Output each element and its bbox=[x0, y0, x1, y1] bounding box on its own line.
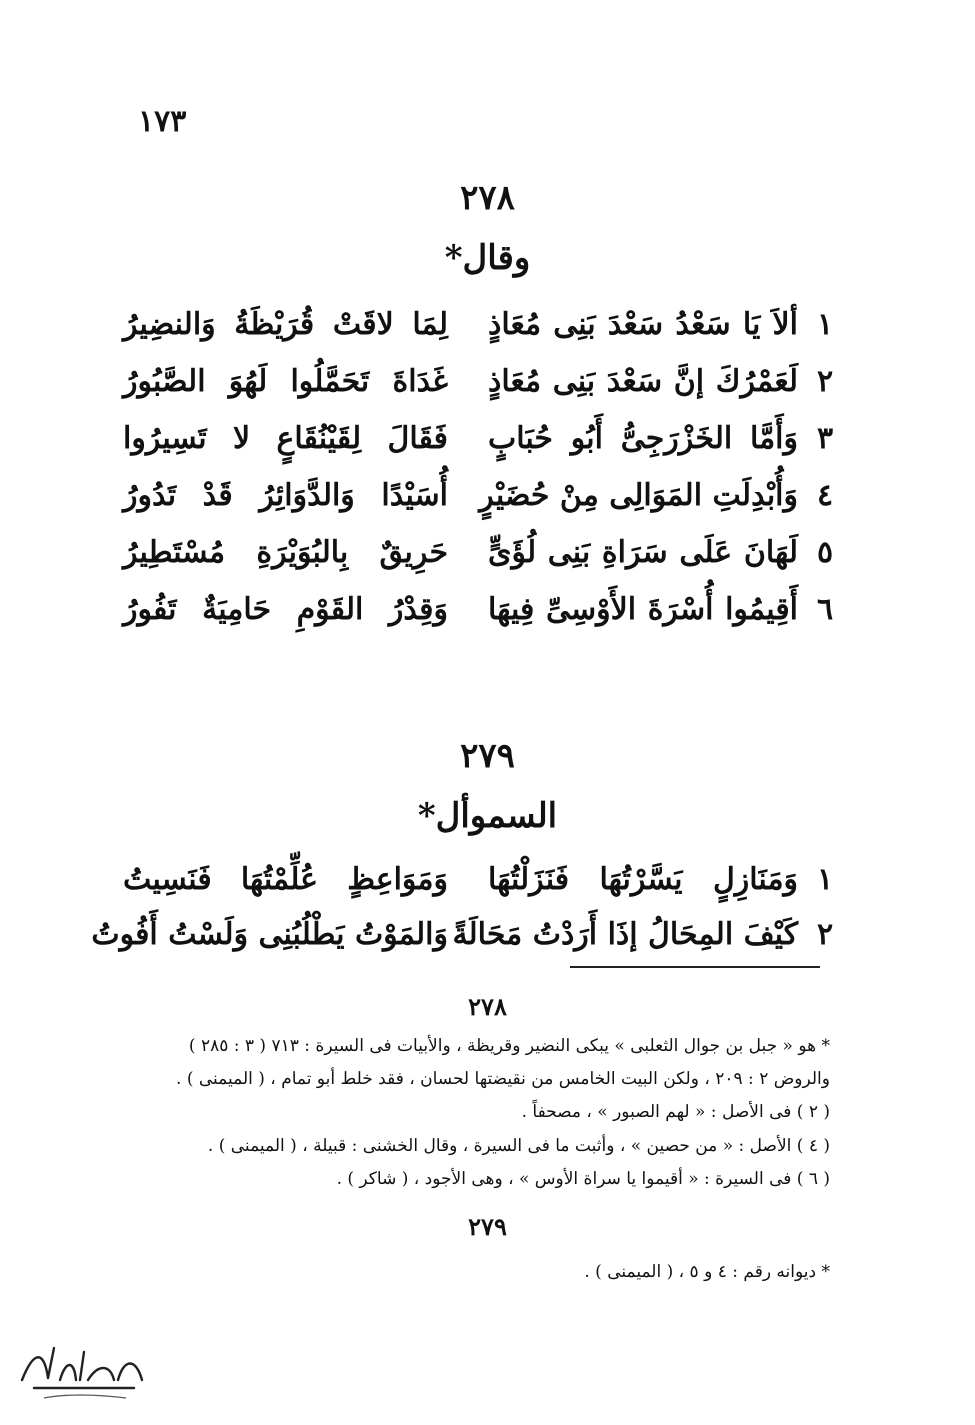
page-number: ١٧٣ bbox=[138, 104, 187, 139]
verse-line bbox=[120, 590, 840, 630]
verse-second-hemistich: وَقِدْرُ القَوْمِ حَامِيَةٌ تَفُورُ bbox=[123, 592, 448, 627]
verse-number: ١ bbox=[816, 307, 834, 342]
footnote-line: ( ٤ ) الأصل : « من حصين » ، وأثبت ما فى السيرة ، وقال الخشنى : قبيلة ، ( الميمنى ) . bbox=[207, 1136, 830, 1156]
verse-line bbox=[120, 305, 840, 345]
watermark-logo bbox=[14, 1330, 154, 1410]
verse-first-hemistich: كَيْفَ المِحَالُ إذَا أَرَدْتُ مَحَالَةً bbox=[452, 917, 798, 952]
footnote-line: * ديوانه رقم : ٤ و ٥ ، ( الميمنى ) . bbox=[584, 1262, 830, 1282]
verse-second-hemistich: فَقَالَ لِقَيْنُقَاعٍ لا تَسِيرُوا bbox=[123, 421, 448, 456]
verse-second-hemistich: وَمَوَاعِظٍ عُلِّمْتُهَا فَنَسِيتُ bbox=[123, 862, 448, 897]
verse-number: ٦ bbox=[816, 592, 834, 627]
verse-second-hemistich: غَدَاةَ تَحَمَّلُوا لَهُوَ الصَّبُورُ bbox=[123, 364, 448, 399]
footnote-heading: ٢٧٨ bbox=[468, 992, 507, 1021]
poem-title: وقال* bbox=[444, 238, 531, 278]
verse-line bbox=[120, 362, 840, 402]
footnote-line: والروض ٢ : ٢٠٩ ، ولكن البيت الخامس من نقيضتها لحسان ، فقد خلط أبو تمام ، ( الميمنى ) . bbox=[176, 1069, 830, 1089]
verse-number: ٤ bbox=[816, 478, 834, 513]
verse-line bbox=[91, 915, 840, 955]
verse-first-hemistich: أَقِيمُوا أُسْرَةَ الأَوْسِىِّ فِيهَا bbox=[488, 592, 798, 627]
verse-second-hemistich: وَالمَوْتُ يَطْلُبُنِى وَلَسْتُ أَفُوتُ bbox=[91, 917, 448, 952]
footnote-line: ( ٢ ) فى الأصل : « لهم الصبور » ، مصحفاً . bbox=[521, 1102, 830, 1122]
footnote-line: ( ٦ ) فى السيرة : « أقيموا يا سراة الأوس » ، وهى الأجود ، ( شاكر ) . bbox=[336, 1169, 830, 1189]
footnote-heading: ٢٧٩ bbox=[468, 1212, 507, 1241]
verse-second-hemistich: أُسَيْدًا وَالدَّوَائِرُ قَدْ تَدُورُ bbox=[123, 478, 448, 513]
verse-line bbox=[120, 419, 840, 459]
verse-number: ٢ bbox=[816, 917, 834, 952]
verse-first-hemistich: لَعَمْرُكَ إنَّ سَعْدَ بَنِى مُعَاذٍ bbox=[488, 364, 798, 399]
verse-number: ٣ bbox=[816, 421, 834, 456]
verse-line bbox=[120, 860, 840, 900]
verse-first-hemistich: وَمَنَازِلٍ يَسَّرْتُهَا فَنَزَلْتُهَا bbox=[488, 862, 798, 897]
footnote-line: * هو « جبل بن جوال الثعلبى » يبكى النضير وقريظة ، والأبيات فى السيرة : ٧١٣ ( ٣ : ٢٨٥ ) bbox=[188, 1036, 830, 1056]
verse-first-hemistich: لَهَانَ عَلَى سَرَاةِ بَنِى لُؤَىٍّ bbox=[488, 535, 798, 570]
verse-number: ٥ bbox=[816, 535, 834, 570]
verse-number: ٢ bbox=[816, 364, 834, 399]
verse-first-hemistich: وَأَمَّا الخَزْرَجِىُّ أَبُو حُبَابٍ bbox=[488, 421, 798, 456]
verse-line bbox=[120, 476, 840, 516]
verse-number: ١ bbox=[816, 862, 834, 897]
poem-number: ٢٧٨ bbox=[460, 178, 515, 218]
poem-number: ٢٧٩ bbox=[460, 736, 515, 776]
verse-line bbox=[120, 533, 840, 573]
verse-first-hemistich: ألاَ يَا سَعْدُ سَعْدَ بَنِى مُعَاذٍ bbox=[488, 307, 798, 342]
poem-title: السموأل* bbox=[417, 796, 558, 836]
verse-second-hemistich: لِمَا لاقَتْ قُرَيْظَةُ وَالنضِيرُ bbox=[123, 307, 448, 342]
verse-second-hemistich: حَرِيقٌ بِالبُوَيْرَةِ مُسْتَطِيرُ bbox=[123, 535, 448, 570]
footnote-separator bbox=[570, 966, 820, 968]
verse-first-hemistich: وَأُبْدِلَتِ المَوَالِى مِنْ حُضَيْرٍ bbox=[479, 478, 798, 513]
